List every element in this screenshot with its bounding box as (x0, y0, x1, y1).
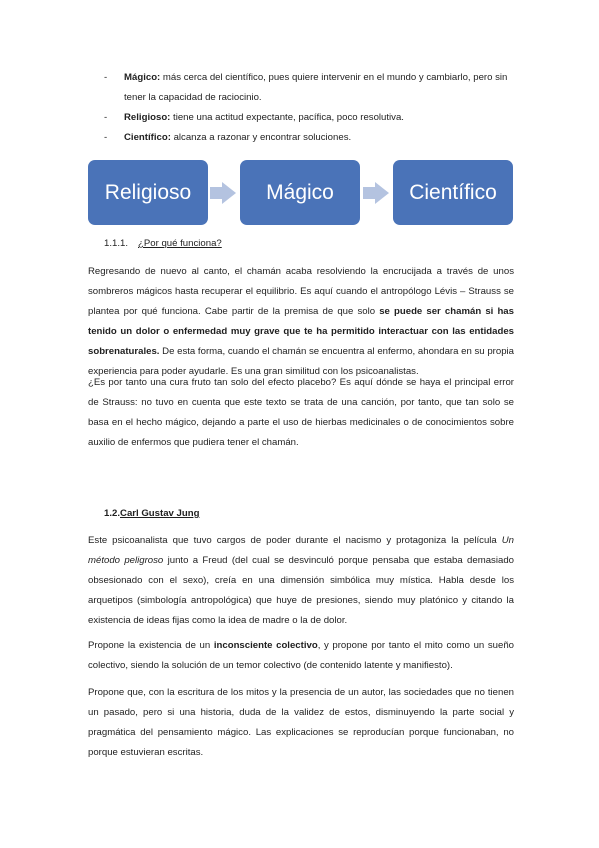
bullet-magico (104, 68, 524, 108)
bullet-term: Científico: (124, 132, 171, 143)
paragraph-2: ¿Es por tanto una cura fruto tan solo del efecto placebo? Es aquí dónde se haya el principal error de Strauss: no tuvo en cuenta que este texto se trata de una canción, por tanto, que tan solo se basa en el hecho mágico, dejando a parte el uso de hierbas medicinales o de conocimientos sobre auxilio de enfermos que pudiera tener el chamán. (88, 377, 514, 448)
paragraph-5: Propone que, con la escritura de los mitos y la presencia de un autor, las sociedades que no tienen un pasado, pero si una historia, duda de la validez de estos, disminuyendo la parte social y pragmática del pensamiento mágico. Las explicaciones se reproducían porque funcionaban, no porque estuvieran escritas. (88, 687, 514, 758)
flow-box-cientifico: Científico (393, 160, 513, 225)
bullet-text: más cerca del científico, pues quiere intervenir en el mundo y cambiarlo, pero sin tener la capacidad de raciocinio. (124, 72, 508, 103)
bullet-term: Mágico: (124, 72, 161, 83)
paragraph-bold: inconsciente colectivo (213, 640, 318, 651)
paragraph-text: Propone la existencia de un (88, 640, 214, 651)
paragraph-3 (88, 531, 514, 631)
film-title: Un método peligroso (88, 535, 514, 566)
subsection-heading (104, 234, 222, 254)
paragraph-text: , y propone por tanto el mito como un sueño colectivo, siendo la solución de un temor colectivo (de contenido latente y manifiesto). (88, 640, 514, 671)
bullet-dash: - (104, 132, 108, 143)
section-heading (104, 504, 199, 524)
bullet-religioso (104, 108, 524, 128)
paragraph-text: Este psicoanalista que tuvo cargos de poder durante el nacismo y protagoniza la película (88, 535, 502, 546)
subsection-title: ¿Por qué funciona? (138, 238, 222, 249)
bullet-text: tiene una actitud expectante, pacífica, poco resolutiva. (170, 112, 404, 123)
paragraph-text: Regresando de nuevo al canto, el chamán acaba resolviendo la encrucijada a través de unos sombreros mágicos hasta recuperar el equilibrio. Es aquí cuando el antropólogo Lévis – Strauss se plantea por qué funciona. Cabe partir de la premisa de que solo (88, 266, 514, 317)
bullet-cientifico (104, 128, 524, 148)
flow-box-religioso: Religioso (88, 160, 208, 225)
bullet-text: alcanza a razonar y encontrar soluciones. (170, 132, 352, 143)
paragraph-text: junto a Freud (del cual se desvinculó porque pensaba que estaba demasiado obsesionado con el sexo), creía en una dimensión simbólica muy mística. Habla desde los arquetipos (simbología antropológica) que huye de presiones, siendo muy platónico y citando la existencia de ideas fijas como la idea de madre o la de dolor. (88, 555, 514, 626)
paragraph-text: De esta forma, cuando el chamán se encuentra al enfermo, ahondara en su propia experiencia para poder ayudarle. Es una gran similitud con los psicoanalistas. (88, 346, 514, 377)
bullet-list (104, 68, 524, 148)
section-number: 1.2. (104, 508, 121, 519)
section-title: Carl Gustav Jung (120, 508, 200, 519)
flow-box-magico: Mágico (240, 160, 360, 225)
paragraph-4 (88, 636, 514, 676)
arrow-right-icon (222, 182, 236, 204)
paragraph-1 (88, 262, 514, 382)
paragraph-bold: se puede ser chamán si has tenido un dolor o enfermedad muy grave que te ha permitido interactuar con las entidades sobrenaturales. (88, 306, 514, 357)
subsection-number: 1.1.1. (104, 238, 129, 249)
process-diagram (88, 160, 513, 225)
bullet-dash: - (104, 72, 108, 83)
arrow-right-icon (375, 182, 389, 204)
bullet-dash: - (104, 112, 108, 123)
bullet-term: Religioso: (124, 112, 171, 123)
